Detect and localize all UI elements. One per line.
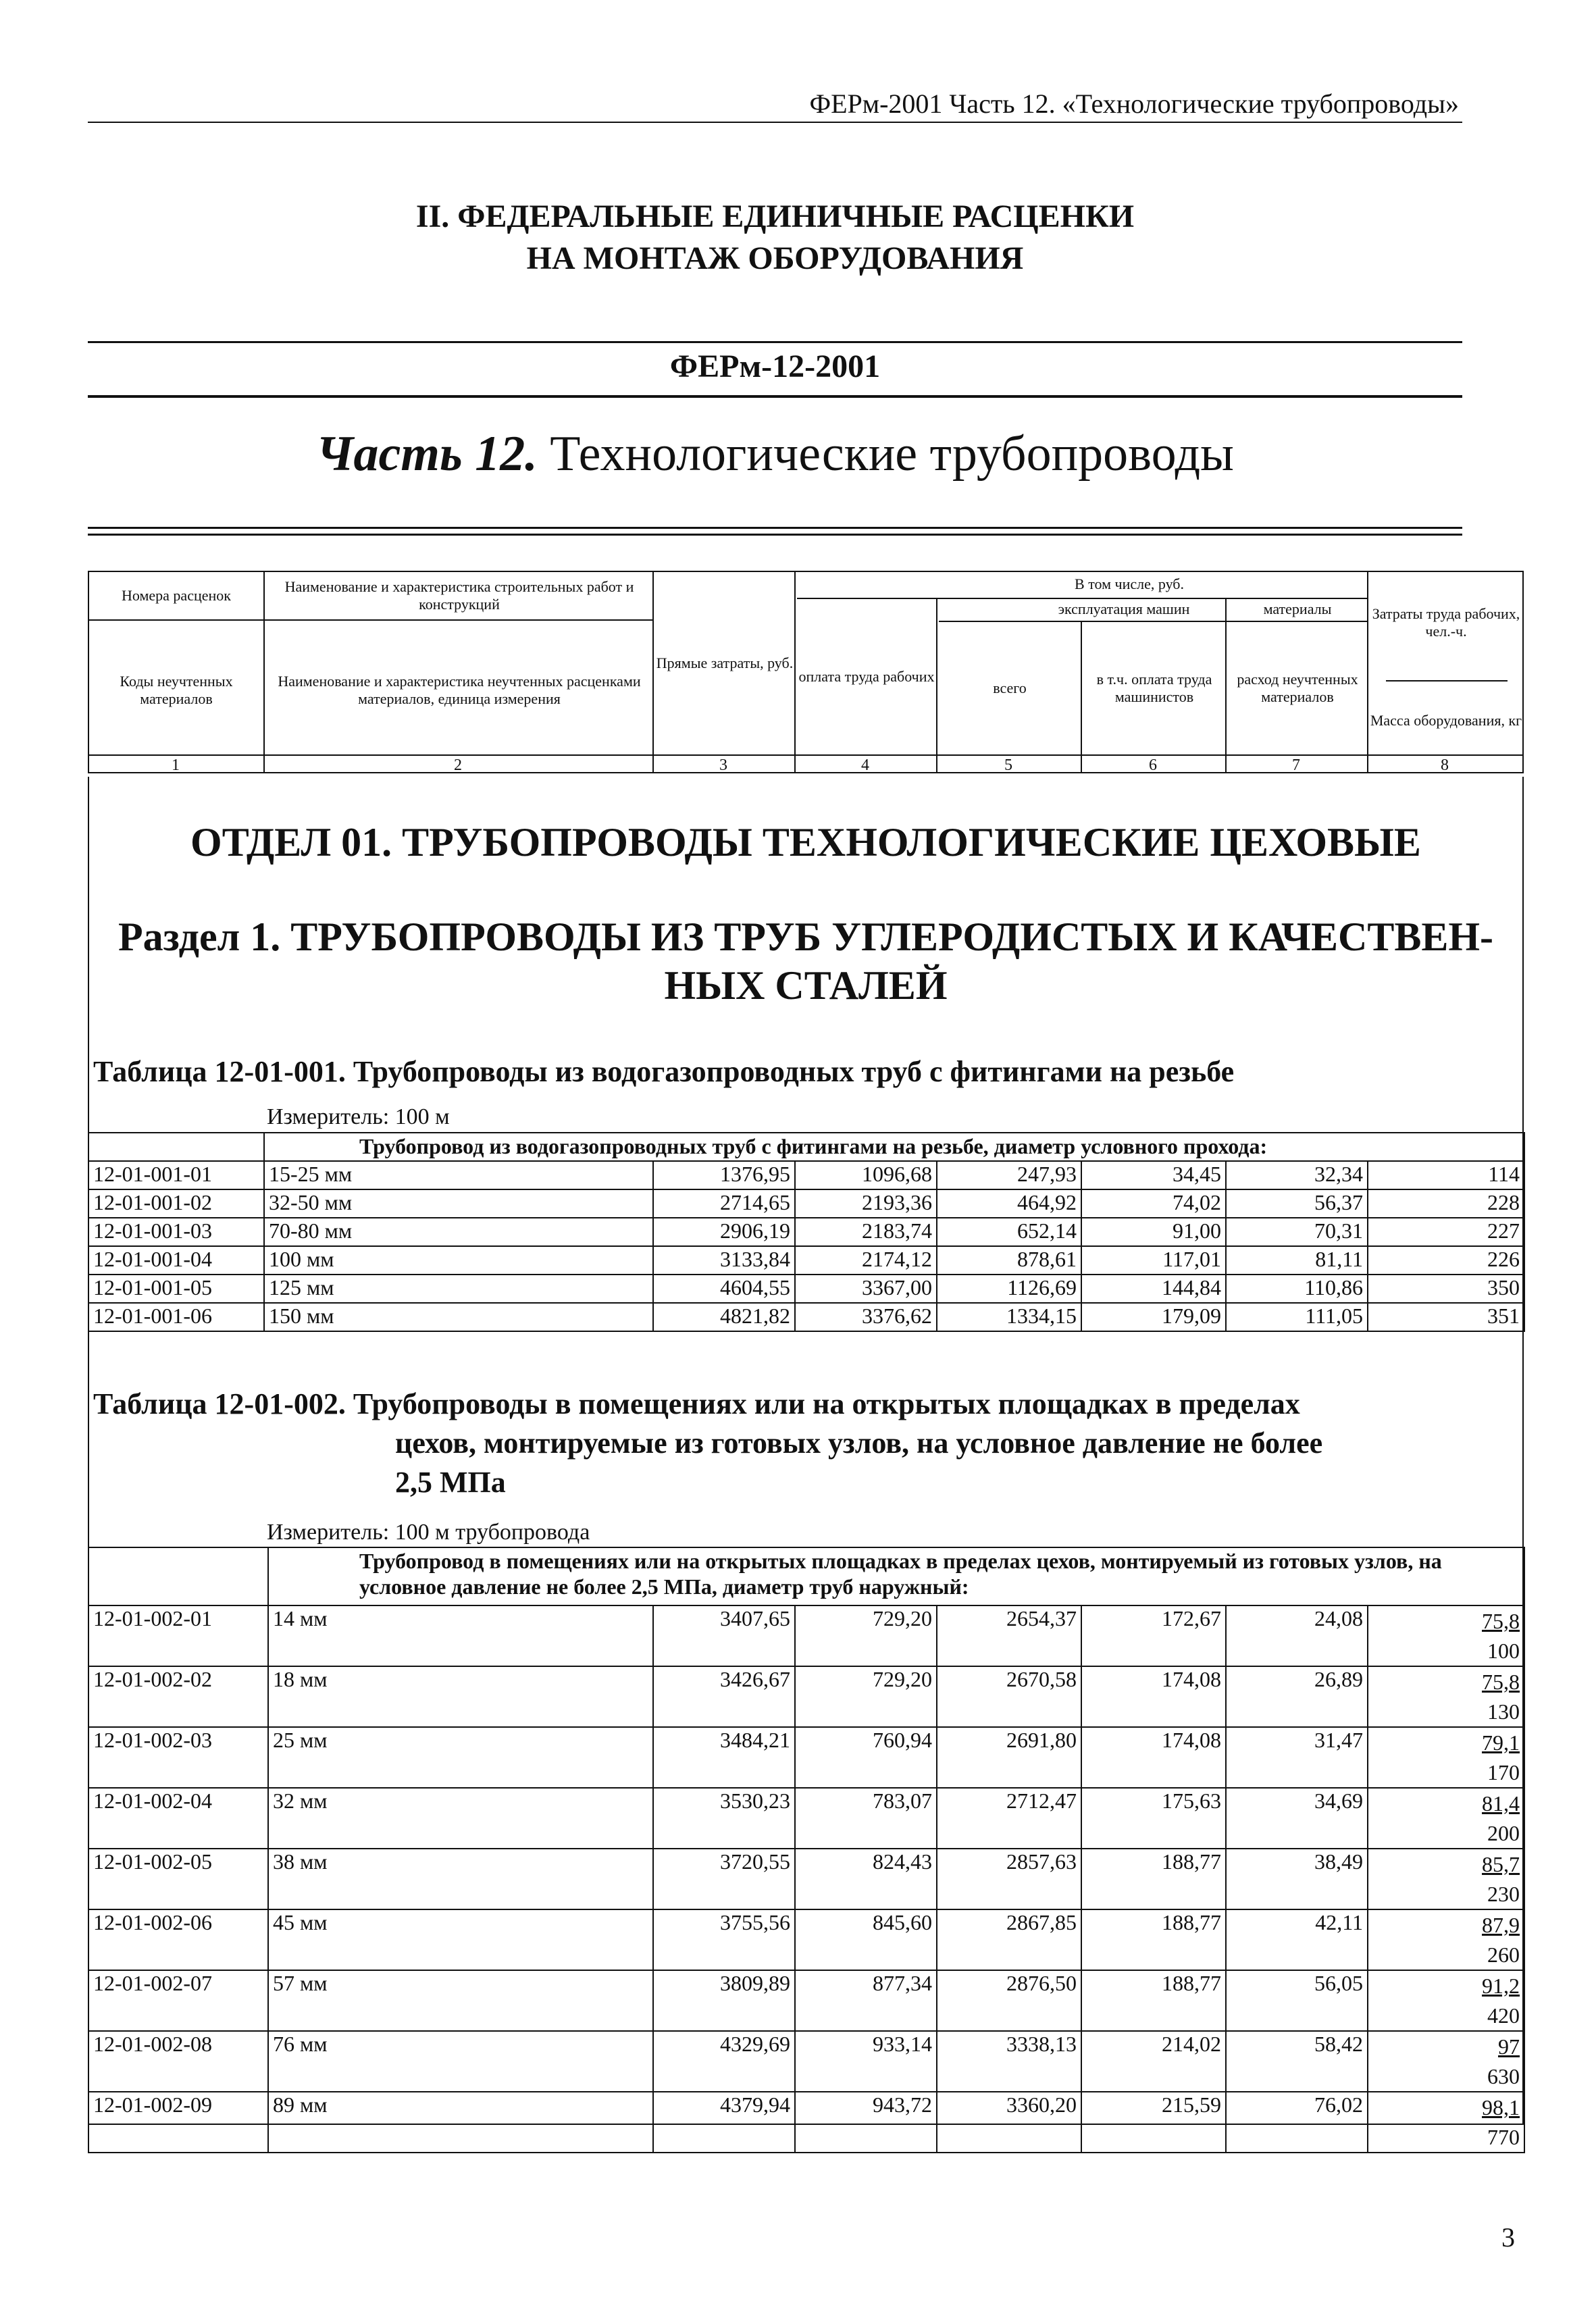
labor-pay: 783,07 [795, 1788, 937, 1849]
machines-total: 247,93 [937, 1161, 1081, 1189]
header-unaccounted-materials: расход неучтенных материалов [1237, 671, 1358, 705]
materials: 70,31 [1226, 1218, 1368, 1246]
rate-code: 12-01-002-05 [88, 1849, 268, 1909]
labor-hours: 87,9 [1482, 1913, 1520, 1937]
materials: 110,86 [1226, 1275, 1368, 1303]
labor-hours: 98,1 [1482, 2095, 1520, 2119]
labor-hours: 227 [1368, 1218, 1524, 1246]
table2-caption: Трубопровод в помещениях или на открытых площадках в пределах цехов, монтируемый из готовых узлов, на условное давление не более 2,5 МПа, диаметр труб наружный: [268, 1547, 1524, 1605]
machines-total: 2670,58 [937, 1666, 1081, 1727]
labor-mass [1368, 2092, 1524, 2153]
item-name: 57 мм [268, 1970, 653, 2031]
labor-hours: 228 [1368, 1189, 1524, 1218]
labor-mass [1368, 1727, 1524, 1788]
materials: 81,11 [1226, 1246, 1368, 1275]
rate-code: 12-01-002-02 [88, 1666, 268, 1727]
labor-pay: 2174,12 [795, 1246, 937, 1275]
column-header [88, 571, 1524, 773]
table2-title-line2: цехов, монтируемые из готовых узлов, на условное давление не более [395, 1426, 1323, 1460]
labor-pay: 1096,68 [795, 1161, 937, 1189]
labor-pay: 2183,74 [795, 1218, 937, 1246]
labor-pay: 3367,00 [795, 1275, 937, 1303]
item-name: 70-80 мм [264, 1218, 653, 1246]
direct-costs: 1376,95 [653, 1161, 795, 1189]
table-row [88, 1605, 1524, 1666]
equipment-mass: 420 [1487, 2003, 1520, 2028]
section-heading-line1: II. ФЕДЕРАЛЬНЫЕ ЕДИНИЧНЫЕ РАСЦЕНКИ [415, 199, 1135, 234]
labor-hours: 79,1 [1482, 1730, 1520, 1755]
labor-pay: 3376,62 [795, 1303, 937, 1331]
direct-costs: 3133,84 [653, 1246, 795, 1275]
labor-mass [1368, 1909, 1524, 1970]
item-name: 89 мм [268, 2092, 653, 2153]
materials: 56,37 [1226, 1189, 1368, 1218]
equipment-mass: 260 [1487, 1943, 1520, 1967]
header-c2-top: Наименование и характеристика строительных работ и конструкций [284, 578, 634, 613]
direct-costs: 3809,89 [653, 1970, 795, 2031]
table2-meter: Измеритель: 100 м трубопровода [267, 1520, 590, 1545]
chapter-title-line1: Раздел 1. ТРУБОПРОВОДЫ ИЗ ТРУБ УГЛЕРОДИСТЫХ И КАЧЕСТВЕН- [118, 915, 1494, 959]
col-num-2: 2 [454, 756, 462, 774]
rate-code: 12-01-002-08 [88, 2031, 268, 2092]
code-rule-bottom [88, 395, 1462, 398]
materials: 38,49 [1226, 1849, 1368, 1909]
table-row [88, 1909, 1524, 1970]
machines-total: 464,92 [937, 1189, 1081, 1218]
labor-hours: 97 [1498, 2034, 1520, 2059]
table-row [88, 1303, 1524, 1331]
materials: 42,11 [1226, 1909, 1368, 1970]
rate-code: 12-01-001-06 [88, 1303, 264, 1331]
direct-costs: 3755,56 [653, 1909, 795, 1970]
header-operators-pay: в т.ч. оплата труда машинистов [1096, 671, 1212, 705]
table2-title-line3: 2,5 МПа [395, 1466, 506, 1499]
operators-pay: 144,84 [1081, 1275, 1226, 1303]
rate-code: 12-01-002-07 [88, 1970, 268, 2031]
header-c1-bottom: Коды неучтенных материалов [120, 673, 233, 707]
table2-caption-row [88, 1547, 1524, 1605]
equipment-mass: 630 [1487, 2064, 1520, 2088]
rate-code: 12-01-002-04 [88, 1788, 268, 1849]
table1-caption: Трубопровод из водогазопроводных труб с фитингами на резьбе, диаметр условного прохода: [264, 1133, 1524, 1161]
col-num-1: 1 [172, 756, 180, 774]
labor-pay: 824,43 [795, 1849, 937, 1909]
operators-pay: 214,02 [1081, 2031, 1226, 2092]
direct-costs: 3407,65 [653, 1605, 795, 1666]
table-row [88, 2031, 1524, 2092]
labor-pay: 729,20 [795, 1666, 937, 1727]
labor-hours: 75,8 [1482, 1609, 1520, 1633]
materials: 56,05 [1226, 1970, 1368, 2031]
machines-total: 2691,80 [937, 1727, 1081, 1788]
labor-hours: 85,7 [1482, 1852, 1520, 1876]
item-name: 100 мм [264, 1246, 653, 1275]
table-row [88, 1218, 1524, 1246]
machines-total: 3360,20 [937, 2092, 1081, 2153]
direct-costs: 3484,21 [653, 1727, 795, 1788]
table-row [88, 1788, 1524, 1849]
operators-pay: 174,08 [1081, 1727, 1226, 1788]
column-numbers [88, 756, 1524, 777]
division-title: ОТДЕЛ 01. ТРУБОПРОВОДЫ ТЕХНОЛОГИЧЕСКИЕ ЦЕХОВЫЕ [190, 820, 1421, 865]
direct-costs: 2906,19 [653, 1218, 795, 1246]
rate-code: 12-01-001-05 [88, 1275, 264, 1303]
header-direct-costs: Прямые затраты, руб. [656, 654, 794, 671]
operators-pay: 34,45 [1081, 1161, 1226, 1189]
chapter-title-line2: НЫХ СТАЛЕЙ [664, 963, 948, 1008]
materials: 31,47 [1226, 1727, 1368, 1788]
header-including: В том числе, руб. [1075, 575, 1184, 592]
labor-pay: 845,60 [795, 1909, 937, 1970]
part-title [88, 426, 1462, 483]
col-num-6: 6 [1149, 756, 1157, 774]
machines-total: 2867,85 [937, 1909, 1081, 1970]
labor-pay: 2193,36 [795, 1189, 937, 1218]
machines-total: 652,14 [937, 1218, 1081, 1246]
rate-code: 12-01-002-01 [88, 1605, 268, 1666]
item-name: 125 мм [264, 1275, 653, 1303]
labor-hours: 351 [1368, 1303, 1524, 1331]
header-equipment-mass: Масса оборудования, кг [1370, 712, 1522, 729]
header-c1-top: Номера расценок [122, 587, 231, 604]
col-num-3: 3 [719, 756, 727, 774]
materials: 24,08 [1226, 1605, 1368, 1666]
machines-total: 2857,63 [937, 1849, 1081, 1909]
materials: 58,42 [1226, 2031, 1368, 2092]
code-title: ФЕРм-12-2001 [669, 349, 881, 384]
materials: 32,34 [1226, 1161, 1368, 1189]
rate-code: 12-01-001-03 [88, 1218, 264, 1246]
rate-code: 12-01-002-03 [88, 1727, 268, 1788]
labor-mass [1368, 2031, 1524, 2092]
item-name: 38 мм [268, 1849, 653, 1909]
header-labor-hours: Затраты труда рабочих, чел.-ч. [1372, 605, 1520, 640]
labor-hours: 114 [1368, 1161, 1524, 1189]
materials: 111,05 [1226, 1303, 1368, 1331]
operators-pay: 188,77 [1081, 1909, 1226, 1970]
direct-costs: 4604,55 [653, 1275, 795, 1303]
operators-pay: 117,01 [1081, 1246, 1226, 1275]
rate-code: 12-01-001-02 [88, 1189, 264, 1218]
table-row [88, 1970, 1524, 2031]
operators-pay: 188,77 [1081, 1849, 1226, 1909]
labor-mass [1368, 1849, 1524, 1909]
direct-costs: 4379,94 [653, 2092, 795, 2153]
item-name: 150 мм [264, 1303, 653, 1331]
table-row [88, 1849, 1524, 1909]
item-name: 32 мм [268, 1788, 653, 1849]
labor-pay: 943,72 [795, 2092, 937, 2153]
operators-pay: 179,09 [1081, 1303, 1226, 1331]
col-num-5: 5 [1004, 756, 1012, 774]
direct-costs: 4821,82 [653, 1303, 795, 1331]
machines-total: 2876,50 [937, 1970, 1081, 2031]
labor-pay: 760,94 [795, 1727, 937, 1788]
operators-pay: 188,77 [1081, 1970, 1226, 2031]
labor-hours: 226 [1368, 1246, 1524, 1275]
item-name: 45 мм [268, 1909, 653, 1970]
rate-code: 12-01-001-04 [88, 1246, 264, 1275]
item-name: 25 мм [268, 1727, 653, 1788]
table1-title: Таблица 12-01-001. Трубопроводы из водогазопроводных труб с фитингами на резьбе [93, 1055, 1235, 1088]
labor-mass [1368, 1605, 1524, 1666]
labor-pay: 877,34 [795, 1970, 937, 2031]
item-name: 32-50 мм [264, 1189, 653, 1218]
table1-caption-row [88, 1133, 1524, 1161]
machines-total: 2712,47 [937, 1788, 1081, 1849]
machines-total: 878,61 [937, 1246, 1081, 1275]
materials: 26,89 [1226, 1666, 1368, 1727]
labor-mass [1368, 1970, 1524, 2031]
table2-title-line1: Таблица 12-01-002. Трубопроводы в помещениях или на открытых площадках в пределах [93, 1387, 1300, 1420]
labor-pay: 933,14 [795, 2031, 937, 2092]
equipment-mass: 170 [1487, 1760, 1520, 1784]
machines-total: 2654,37 [937, 1605, 1081, 1666]
table-row [88, 1161, 1524, 1189]
labor-hours: 350 [1368, 1275, 1524, 1303]
equipment-mass: 100 [1487, 1639, 1520, 1663]
equipment-mass: 200 [1487, 1821, 1520, 1845]
operators-pay: 74,02 [1081, 1189, 1226, 1218]
table-row [88, 1727, 1524, 1788]
table-row [88, 1666, 1524, 1727]
page-number: 3 [1501, 2222, 1515, 2253]
equipment-mass: 770 [1487, 2125, 1520, 2149]
item-name: 76 мм [268, 2031, 653, 2092]
col-num-8: 8 [1441, 756, 1449, 774]
labor-hours: 81,4 [1482, 1791, 1520, 1816]
code-rule-top [88, 341, 1462, 343]
labor-mass [1368, 1788, 1524, 1849]
table-row [88, 1189, 1524, 1218]
part-prefix: Часть 12. [316, 426, 538, 482]
rate-code: 12-01-002-09 [88, 2092, 268, 2153]
equipment-mass: 230 [1487, 1882, 1520, 1906]
machines-total: 1126,69 [937, 1275, 1081, 1303]
labor-mass [1368, 1666, 1524, 1727]
table1-meter: Измеритель: 100 м [267, 1104, 450, 1129]
header-materials: материалы [1263, 600, 1332, 617]
col-num-7: 7 [1292, 756, 1300, 774]
materials: 76,02 [1226, 2092, 1368, 2153]
header-c2-bottom: Наименование и характеристика неучтенных расценками материалов, единица измерения [278, 673, 641, 707]
part-rule-2 [88, 534, 1462, 536]
table-row [88, 2092, 1524, 2153]
header-rule [88, 122, 1462, 123]
header-machines-total: всего [993, 679, 1027, 696]
table-row [88, 1246, 1524, 1275]
col-num-4: 4 [861, 756, 869, 774]
header-labor-pay: оплата труда рабочих [798, 668, 935, 685]
labor-hours: 91,2 [1482, 1974, 1520, 1998]
machines-total: 1334,15 [937, 1303, 1081, 1331]
materials: 34,69 [1226, 1788, 1368, 1849]
direct-costs: 2714,65 [653, 1189, 795, 1218]
machines-total: 3338,13 [937, 2031, 1081, 2092]
operators-pay: 172,67 [1081, 1605, 1226, 1666]
operators-pay: 91,00 [1081, 1218, 1226, 1246]
operators-pay: 174,08 [1081, 1666, 1226, 1727]
part-rule-1 [88, 527, 1462, 529]
direct-costs: 4329,69 [653, 2031, 795, 2092]
item-name: 15-25 мм [264, 1161, 653, 1189]
rate-code: 12-01-002-06 [88, 1909, 268, 1970]
table-row [88, 1275, 1524, 1303]
rate-code: 12-01-001-01 [88, 1161, 264, 1189]
table1 [88, 1132, 1525, 1332]
running-header: ФЕРм-2001 Часть 12. «Технологические трубопроводы» [809, 88, 1459, 119]
direct-costs: 3720,55 [653, 1849, 795, 1909]
direct-costs: 3530,23 [653, 1788, 795, 1849]
item-name: 18 мм [268, 1666, 653, 1727]
section-heading-line2: НА МОНТАЖ ОБОРУДОВАНИЯ [526, 240, 1024, 276]
labor-pay: 729,20 [795, 1605, 937, 1666]
item-name: 14 мм [268, 1605, 653, 1666]
operators-pay: 175,63 [1081, 1788, 1226, 1849]
table2 [88, 1547, 1525, 2153]
equipment-mass: 130 [1487, 1699, 1520, 1724]
part-name: Технологические трубопроводы [550, 426, 1234, 482]
header-machine-operation: эксплуатация машин [1058, 600, 1190, 617]
operators-pay: 215,59 [1081, 2092, 1226, 2153]
direct-costs: 3426,67 [653, 1666, 795, 1727]
labor-hours: 75,8 [1482, 1670, 1520, 1694]
